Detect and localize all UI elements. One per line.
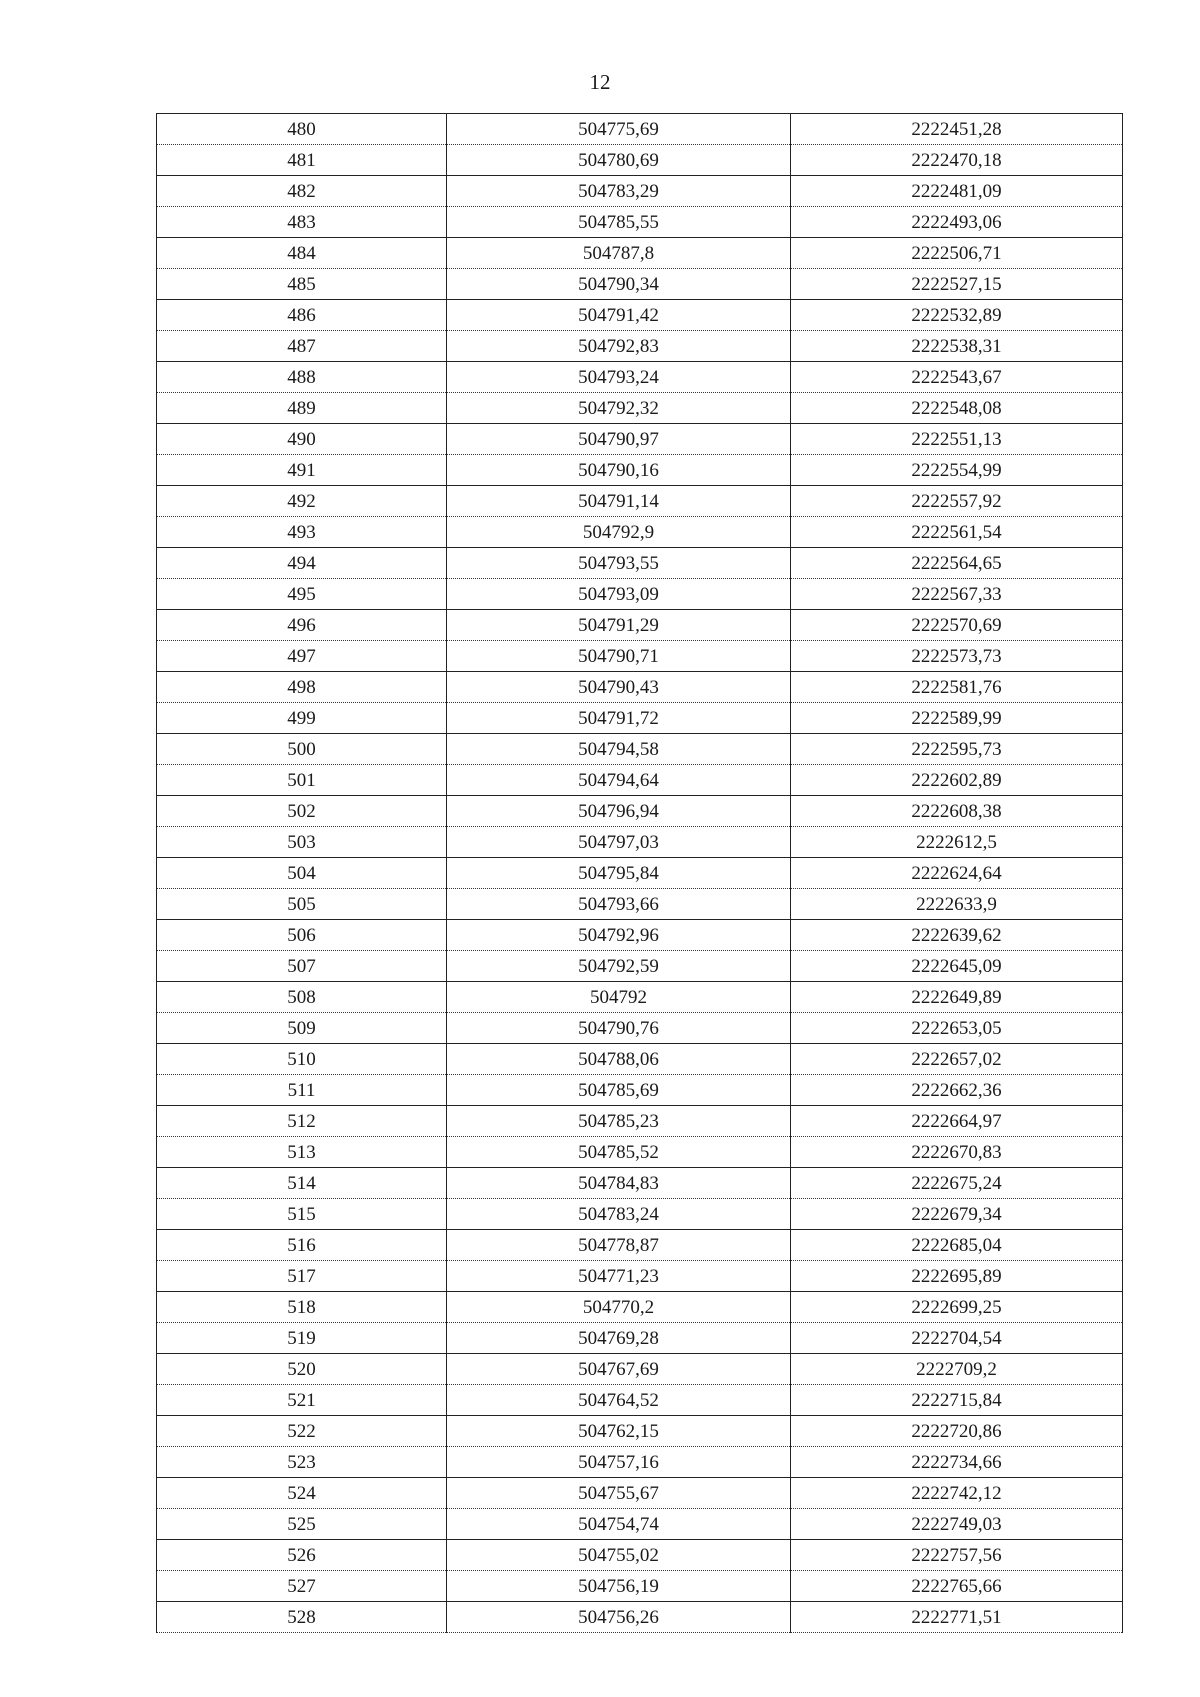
table-row <box>157 951 1123 982</box>
x-coordinate-cell: 504780,69 <box>447 145 791 176</box>
y-coordinate-cell: 2222715,84 <box>791 1385 1123 1416</box>
y-coordinate-cell: 2222532,89 <box>791 300 1123 331</box>
y-coordinate-cell: 2222554,99 <box>791 455 1123 486</box>
y-coordinate-cell: 2222699,25 <box>791 1292 1123 1323</box>
table-row <box>157 1137 1123 1168</box>
y-coordinate-cell: 2222720,86 <box>791 1416 1123 1447</box>
x-coordinate-cell: 504785,69 <box>447 1075 791 1106</box>
y-coordinate-cell: 2222551,13 <box>791 424 1123 455</box>
y-coordinate-cell: 2222493,06 <box>791 207 1123 238</box>
point-number-cell: 525 <box>157 1509 447 1540</box>
y-coordinate-cell: 2222633,9 <box>791 889 1123 920</box>
table-row <box>157 1447 1123 1478</box>
table-row <box>157 1106 1123 1137</box>
x-coordinate-cell: 504785,52 <box>447 1137 791 1168</box>
point-number-cell: 493 <box>157 517 447 548</box>
point-number-cell: 518 <box>157 1292 447 1323</box>
table-row <box>157 424 1123 455</box>
table-row <box>157 703 1123 734</box>
x-coordinate-cell: 504792,9 <box>447 517 791 548</box>
point-number-cell: 521 <box>157 1385 447 1416</box>
x-coordinate-cell: 504791,72 <box>447 703 791 734</box>
x-coordinate-cell: 504762,15 <box>447 1416 791 1447</box>
table-row <box>157 176 1123 207</box>
table-row <box>157 796 1123 827</box>
table-row <box>157 1292 1123 1323</box>
y-coordinate-cell: 2222548,08 <box>791 393 1123 424</box>
x-coordinate-cell: 504785,23 <box>447 1106 791 1137</box>
x-coordinate-cell: 504793,09 <box>447 579 791 610</box>
table-row <box>157 1478 1123 1509</box>
x-coordinate-cell: 504770,2 <box>447 1292 791 1323</box>
coordinates-table-body <box>157 114 1123 1633</box>
x-coordinate-cell: 504794,58 <box>447 734 791 765</box>
point-number-cell: 517 <box>157 1261 447 1292</box>
point-number-cell: 511 <box>157 1075 447 1106</box>
y-coordinate-cell: 2222561,54 <box>791 517 1123 548</box>
y-coordinate-cell: 2222624,64 <box>791 858 1123 889</box>
y-coordinate-cell: 2222527,15 <box>791 269 1123 300</box>
y-coordinate-cell: 2222595,73 <box>791 734 1123 765</box>
table-row <box>157 1416 1123 1447</box>
y-coordinate-cell: 2222608,38 <box>791 796 1123 827</box>
point-number-cell: 486 <box>157 300 447 331</box>
y-coordinate-cell: 2222538,31 <box>791 331 1123 362</box>
x-coordinate-cell: 504791,14 <box>447 486 791 517</box>
point-number-cell: 483 <box>157 207 447 238</box>
y-coordinate-cell: 2222771,51 <box>791 1602 1123 1633</box>
x-coordinate-cell: 504791,29 <box>447 610 791 641</box>
point-number-cell: 491 <box>157 455 447 486</box>
x-coordinate-cell: 504796,94 <box>447 796 791 827</box>
table-row <box>157 393 1123 424</box>
table-row <box>157 1509 1123 1540</box>
table-row <box>157 610 1123 641</box>
point-number-cell: 513 <box>157 1137 447 1168</box>
x-coordinate-cell: 504795,84 <box>447 858 791 889</box>
y-coordinate-cell: 2222679,34 <box>791 1199 1123 1230</box>
point-number-cell: 506 <box>157 920 447 951</box>
x-coordinate-cell: 504790,16 <box>447 455 791 486</box>
table-row <box>157 145 1123 176</box>
point-number-cell: 484 <box>157 238 447 269</box>
table-row <box>157 1261 1123 1292</box>
table-row <box>157 672 1123 703</box>
y-coordinate-cell: 2222564,65 <box>791 548 1123 579</box>
point-number-cell: 526 <box>157 1540 447 1571</box>
coordinates-table <box>156 113 1123 1633</box>
x-coordinate-cell: 504785,55 <box>447 207 791 238</box>
x-coordinate-cell: 504755,67 <box>447 1478 791 1509</box>
table-row <box>157 548 1123 579</box>
y-coordinate-cell: 2222709,2 <box>791 1354 1123 1385</box>
point-number-cell: 516 <box>157 1230 447 1261</box>
x-coordinate-cell: 504790,34 <box>447 269 791 300</box>
x-coordinate-cell: 504790,97 <box>447 424 791 455</box>
y-coordinate-cell: 2222664,97 <box>791 1106 1123 1137</box>
table-row <box>157 207 1123 238</box>
x-coordinate-cell: 504784,83 <box>447 1168 791 1199</box>
point-number-cell: 501 <box>157 765 447 796</box>
y-coordinate-cell: 2222506,71 <box>791 238 1123 269</box>
y-coordinate-cell: 2222589,99 <box>791 703 1123 734</box>
x-coordinate-cell: 504767,69 <box>447 1354 791 1385</box>
point-number-cell: 494 <box>157 548 447 579</box>
x-coordinate-cell: 504794,64 <box>447 765 791 796</box>
y-coordinate-cell: 2222481,09 <box>791 176 1123 207</box>
point-number-cell: 487 <box>157 331 447 362</box>
y-coordinate-cell: 2222757,56 <box>791 1540 1123 1571</box>
y-coordinate-cell: 2222662,36 <box>791 1075 1123 1106</box>
table-row <box>157 579 1123 610</box>
point-number-cell: 523 <box>157 1447 447 1478</box>
point-number-cell: 528 <box>157 1602 447 1633</box>
y-coordinate-cell: 2222734,66 <box>791 1447 1123 1478</box>
x-coordinate-cell: 504790,76 <box>447 1013 791 1044</box>
table-row <box>157 982 1123 1013</box>
x-coordinate-cell: 504757,16 <box>447 1447 791 1478</box>
y-coordinate-cell: 2222581,76 <box>791 672 1123 703</box>
point-number-cell: 509 <box>157 1013 447 1044</box>
point-number-cell: 524 <box>157 1478 447 1509</box>
table-row <box>157 238 1123 269</box>
y-coordinate-cell: 2222557,92 <box>791 486 1123 517</box>
point-number-cell: 507 <box>157 951 447 982</box>
x-coordinate-cell: 504797,03 <box>447 827 791 858</box>
y-coordinate-cell: 2222543,67 <box>791 362 1123 393</box>
y-coordinate-cell: 2222570,69 <box>791 610 1123 641</box>
x-coordinate-cell: 504755,02 <box>447 1540 791 1571</box>
table-row <box>157 641 1123 672</box>
x-coordinate-cell: 504792 <box>447 982 791 1013</box>
point-number-cell: 492 <box>157 486 447 517</box>
x-coordinate-cell: 504791,42 <box>447 300 791 331</box>
x-coordinate-cell: 504792,32 <box>447 393 791 424</box>
point-number-cell: 505 <box>157 889 447 920</box>
table-row <box>157 331 1123 362</box>
x-coordinate-cell: 504769,28 <box>447 1323 791 1354</box>
table-row <box>157 1602 1123 1633</box>
table-row <box>157 1354 1123 1385</box>
y-coordinate-cell: 2222567,33 <box>791 579 1123 610</box>
y-coordinate-cell: 2222742,12 <box>791 1478 1123 1509</box>
y-coordinate-cell: 2222645,09 <box>791 951 1123 982</box>
point-number-cell: 510 <box>157 1044 447 1075</box>
table-row <box>157 1571 1123 1602</box>
table-row <box>157 455 1123 486</box>
y-coordinate-cell: 2222695,89 <box>791 1261 1123 1292</box>
x-coordinate-cell: 504783,29 <box>447 176 791 207</box>
x-coordinate-cell: 504792,96 <box>447 920 791 951</box>
x-coordinate-cell: 504778,87 <box>447 1230 791 1261</box>
y-coordinate-cell: 2222470,18 <box>791 145 1123 176</box>
y-coordinate-cell: 2222670,83 <box>791 1137 1123 1168</box>
table-row <box>157 889 1123 920</box>
table-row <box>157 765 1123 796</box>
table-row <box>157 1044 1123 1075</box>
point-number-cell: 512 <box>157 1106 447 1137</box>
point-number-cell: 480 <box>157 114 447 145</box>
y-coordinate-cell: 2222749,03 <box>791 1509 1123 1540</box>
x-coordinate-cell: 504792,59 <box>447 951 791 982</box>
point-number-cell: 508 <box>157 982 447 1013</box>
x-coordinate-cell: 504775,69 <box>447 114 791 145</box>
point-number-cell: 496 <box>157 610 447 641</box>
x-coordinate-cell: 504764,52 <box>447 1385 791 1416</box>
table-row <box>157 300 1123 331</box>
y-coordinate-cell: 2222685,04 <box>791 1230 1123 1261</box>
table-row <box>157 362 1123 393</box>
table-row <box>157 1230 1123 1261</box>
x-coordinate-cell: 504787,8 <box>447 238 791 269</box>
x-coordinate-cell: 504754,74 <box>447 1509 791 1540</box>
x-coordinate-cell: 504793,55 <box>447 548 791 579</box>
page-number: 12 <box>589 70 611 94</box>
x-coordinate-cell: 504792,83 <box>447 331 791 362</box>
table-row <box>157 114 1123 145</box>
point-number-cell: 527 <box>157 1571 447 1602</box>
y-coordinate-cell: 2222765,66 <box>791 1571 1123 1602</box>
table-row <box>157 1199 1123 1230</box>
point-number-cell: 481 <box>157 145 447 176</box>
y-coordinate-cell: 2222573,73 <box>791 641 1123 672</box>
y-coordinate-cell: 2222653,05 <box>791 1013 1123 1044</box>
y-coordinate-cell: 2222602,89 <box>791 765 1123 796</box>
point-number-cell: 519 <box>157 1323 447 1354</box>
table-row <box>157 827 1123 858</box>
point-number-cell: 515 <box>157 1199 447 1230</box>
table-row <box>157 269 1123 300</box>
point-number-cell: 488 <box>157 362 447 393</box>
x-coordinate-cell: 504790,43 <box>447 672 791 703</box>
y-coordinate-cell: 2222639,62 <box>791 920 1123 951</box>
x-coordinate-cell: 504756,26 <box>447 1602 791 1633</box>
point-number-cell: 503 <box>157 827 447 858</box>
point-number-cell: 485 <box>157 269 447 300</box>
x-coordinate-cell: 504793,66 <box>447 889 791 920</box>
point-number-cell: 502 <box>157 796 447 827</box>
point-number-cell: 504 <box>157 858 447 889</box>
table-row <box>157 1075 1123 1106</box>
table-row <box>157 734 1123 765</box>
y-coordinate-cell: 2222657,02 <box>791 1044 1123 1075</box>
point-number-cell: 497 <box>157 641 447 672</box>
x-coordinate-cell: 504793,24 <box>447 362 791 393</box>
y-coordinate-cell: 2222649,89 <box>791 982 1123 1013</box>
point-number-cell: 482 <box>157 176 447 207</box>
table-row <box>157 517 1123 548</box>
table-row <box>157 1385 1123 1416</box>
y-coordinate-cell: 2222451,28 <box>791 114 1123 145</box>
point-number-cell: 490 <box>157 424 447 455</box>
x-coordinate-cell: 504790,71 <box>447 641 791 672</box>
y-coordinate-cell: 2222612,5 <box>791 827 1123 858</box>
point-number-cell: 495 <box>157 579 447 610</box>
point-number-cell: 520 <box>157 1354 447 1385</box>
table-row <box>157 858 1123 889</box>
point-number-cell: 489 <box>157 393 447 424</box>
point-number-cell: 499 <box>157 703 447 734</box>
table-row <box>157 1168 1123 1199</box>
point-number-cell: 522 <box>157 1416 447 1447</box>
y-coordinate-cell: 2222675,24 <box>791 1168 1123 1199</box>
table-row <box>157 1540 1123 1571</box>
x-coordinate-cell: 504783,24 <box>447 1199 791 1230</box>
table-row <box>157 486 1123 517</box>
x-coordinate-cell: 504756,19 <box>447 1571 791 1602</box>
point-number-cell: 498 <box>157 672 447 703</box>
table-row <box>157 1323 1123 1354</box>
table-row <box>157 920 1123 951</box>
point-number-cell: 514 <box>157 1168 447 1199</box>
y-coordinate-cell: 2222704,54 <box>791 1323 1123 1354</box>
x-coordinate-cell: 504788,06 <box>447 1044 791 1075</box>
x-coordinate-cell: 504771,23 <box>447 1261 791 1292</box>
point-number-cell: 500 <box>157 734 447 765</box>
table-row <box>157 1013 1123 1044</box>
